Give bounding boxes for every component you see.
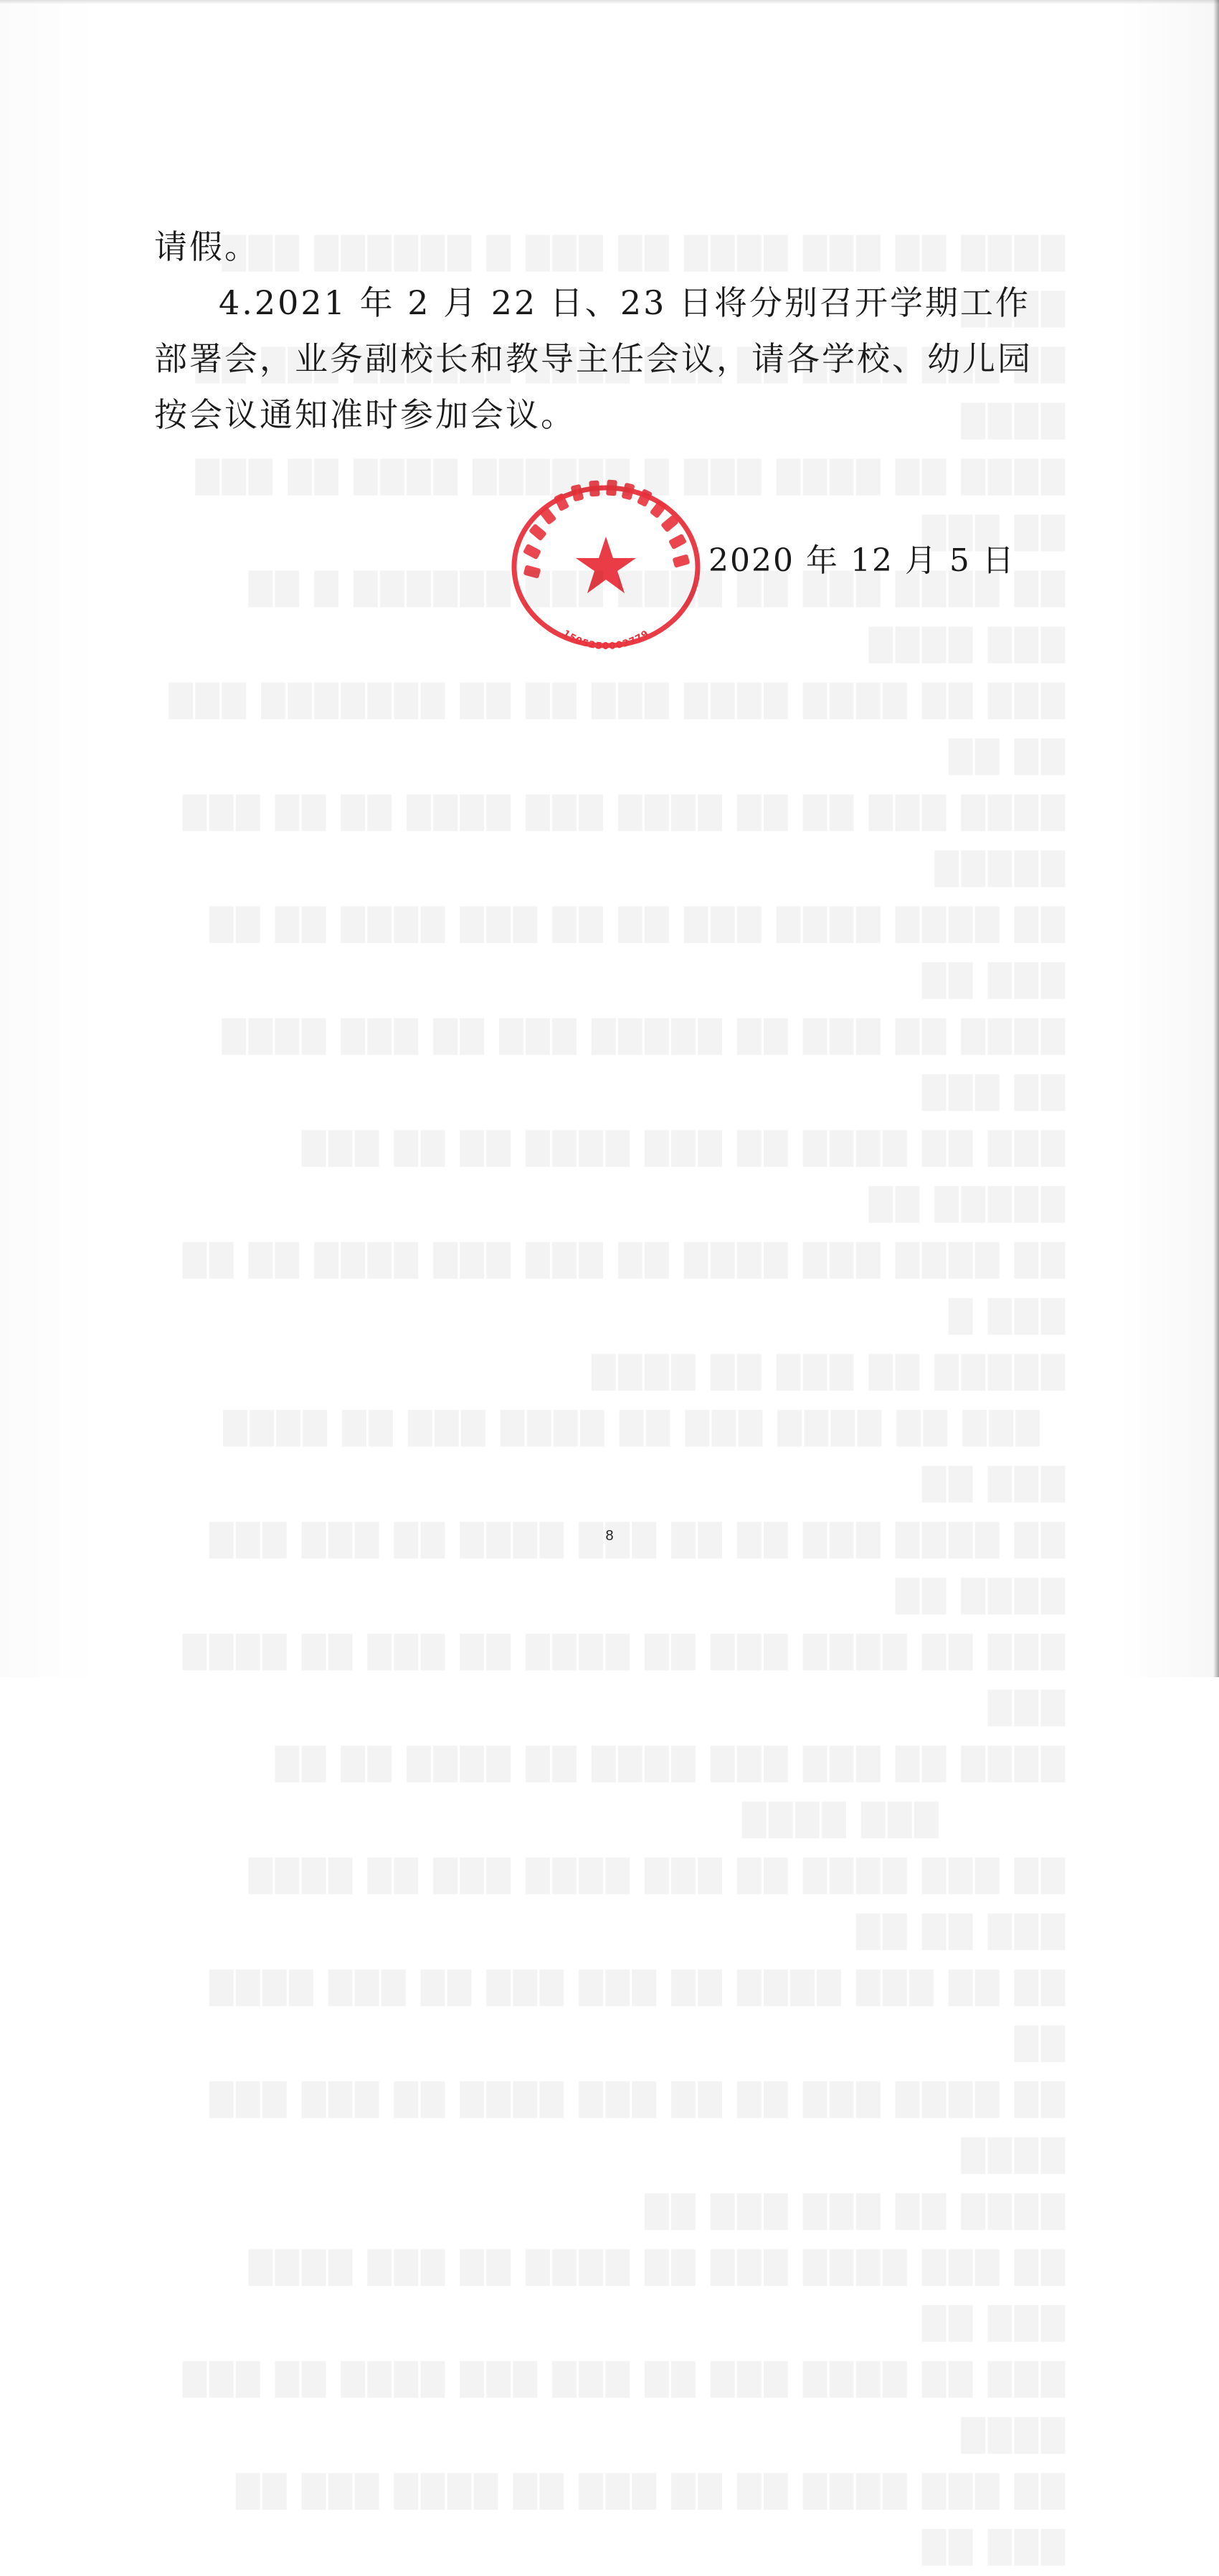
- scan-right-edge: [1213, 0, 1219, 1677]
- scan-top-edge: [0, 0, 1219, 4]
- official-red-seal-icon: [470, 445, 742, 660]
- paragraph-leave-note: 请假。: [154, 227, 260, 266]
- svg-text:1505250002779: 1505250002779: [560, 628, 652, 652]
- document-date: 2020 年 12 月 5 日: [708, 542, 1015, 579]
- page-number: 8: [605, 1528, 614, 1544]
- paragraph-item-4: 4.2021 年 2 月 22 日、23 日将分别召开学期工作部署会，业务副校长和教导主任会议，请各学校、幼儿园按会议通知准时参加会议。: [154, 283, 1033, 434]
